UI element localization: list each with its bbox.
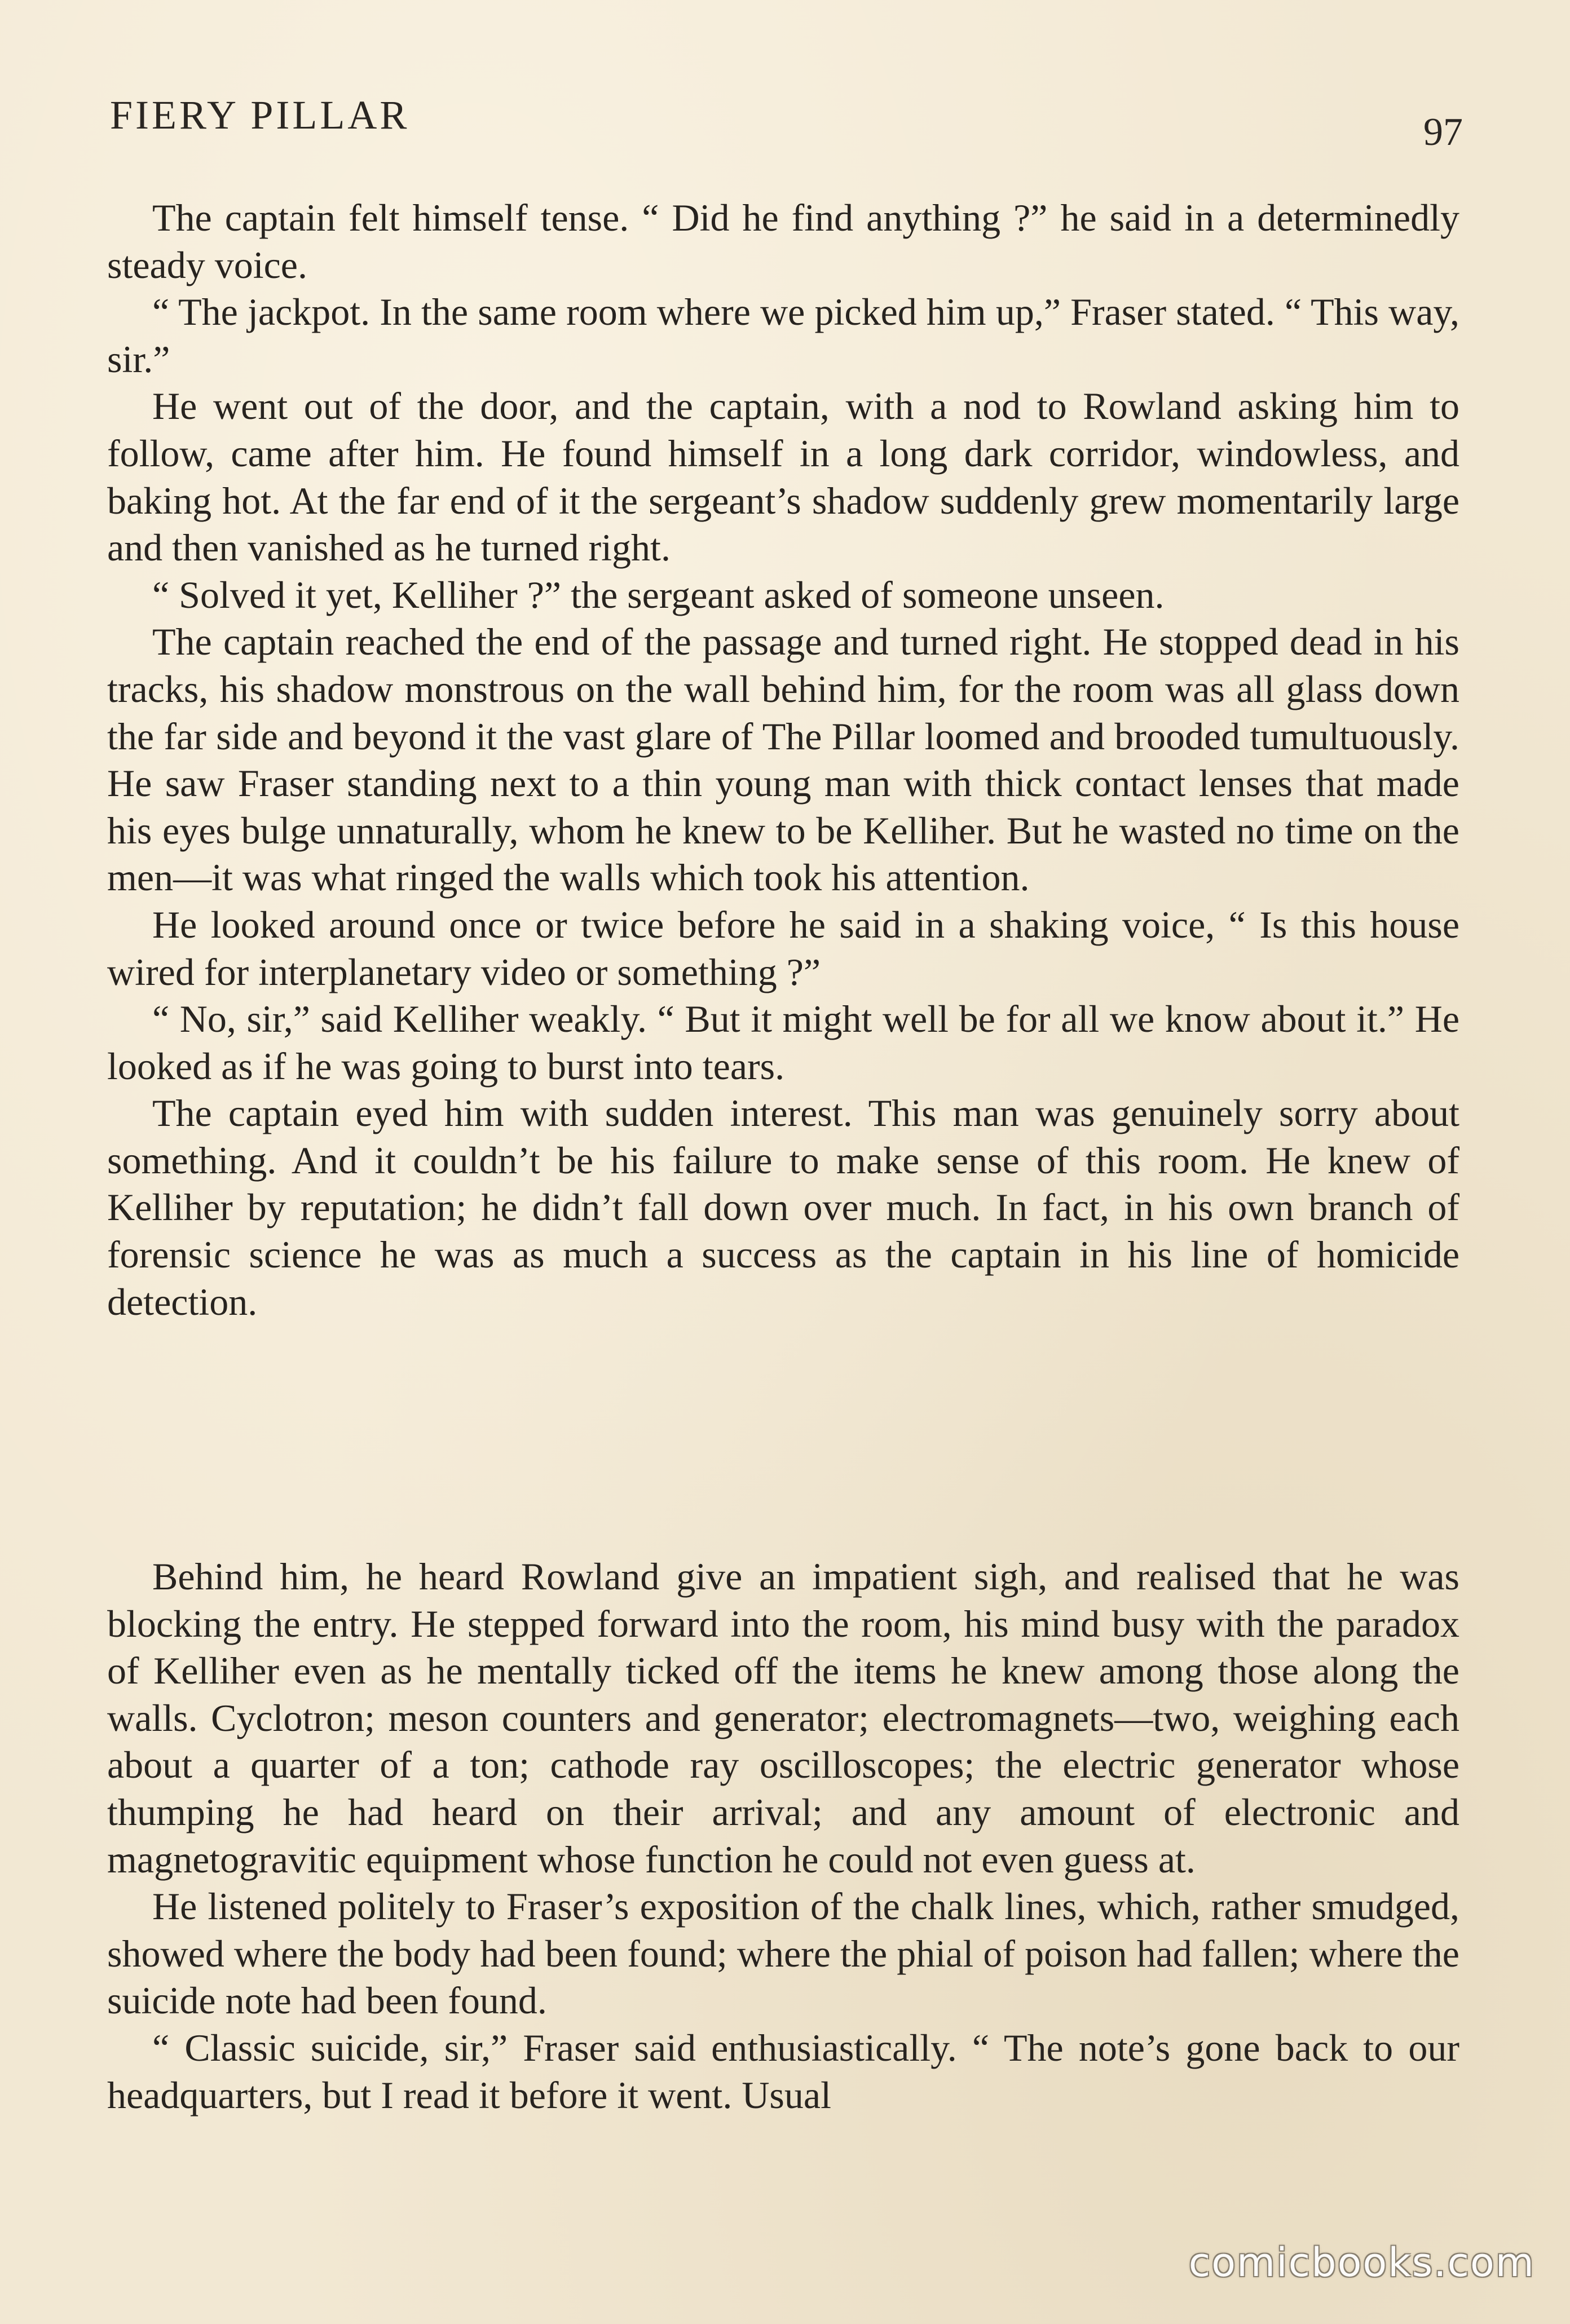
paragraph: The captain felt himself tense. “ Did he find anything ?” he said in a determinedly steady voice.: [107, 196, 1459, 286]
page-number: 97: [1423, 111, 1463, 154]
text-block-lower: [107, 1553, 1459, 2119]
running-title: FIERY PILLAR: [110, 92, 410, 138]
paragraph: “ Solved it yet, Kelliher ?” the sergeant asked of someone unseen.: [152, 573, 1165, 616]
paragraph: He went out of the door, and the captain, with a nod to Rowland asking him to follow, came after him. He found himself in a long dark corridor, windowless, and baking hot. At the far end of it the sergeant’s shadow suddenly grew momentarily large and then vanished as he turned right.: [107, 385, 1459, 569]
paragraph: The captain eyed him with sudden interest. This man was genuinely sorry about something. And it couldn’t be his failure to make sense of this room. He knew of Kelliher by reputation; he didn’t fall down over much. In fact, in his own branch of forensic science he was as much a success as the captain in his line of homicide detection.: [107, 1092, 1459, 1323]
text-block-upper: [107, 195, 1459, 1326]
paragraph: Behind him, he heard Rowland give an impatient sigh, and realised that he was blocking the entry. He stepped forward into the room, his mind busy with the paradox of Kelliher even as he mentally ticked off the items he knew among those along the walls. Cyclotron; meson counters and generator; electromagnets—two, weighing each about a quarter of a ton; cathode ray oscilloscopes; the electric generator whose thumping he had heard on their arrival; and any amount of electronic and magnetogravitic equipment whose function he could not even guess at.: [107, 1555, 1459, 1881]
paragraph: “ Classic suicide, sir,” Fraser said enthusiastically. “ The note’s gone back to our headquarters, but I read it before it went. Usual: [107, 2026, 1459, 2117]
paragraph: He listened politely to Fraser’s exposition of the chalk lines, which, rather smudged, showed where the body had been found; where the phial of poison had fallen; where the suicide note had been found.: [107, 1885, 1459, 2022]
paragraph: “ The jackpot. In the same room where we picked him up,” Fraser stated. “ This way, sir.”: [107, 290, 1459, 381]
paragraph: The captain reached the end of the passage and turned right. He stopped dead in his tracks, his shadow monstrous on the wall behind him, for the room was all glass down the far side and beyond it the vast glare of The Pillar loomed and brooded tumultuously. He saw Fraser standing next to a thin young man with thick contact lenses that made his eyes bulge unnaturally, whom he knew to be Kelliher. But he wasted no time on the men—it was what ringed the walls which took his attention.: [107, 620, 1459, 899]
watermark: comicbooks.com: [1188, 2239, 1535, 2286]
paragraph: “ No, sir,” said Kelliher weakly. “ But it might well be for all we know about it.” He looked as if he was going to burst into tears.: [107, 997, 1459, 1088]
paragraph: He looked around once or twice before he said in a shaking voice, “ Is this house wired for interplanetary video or something ?”: [107, 903, 1459, 993]
